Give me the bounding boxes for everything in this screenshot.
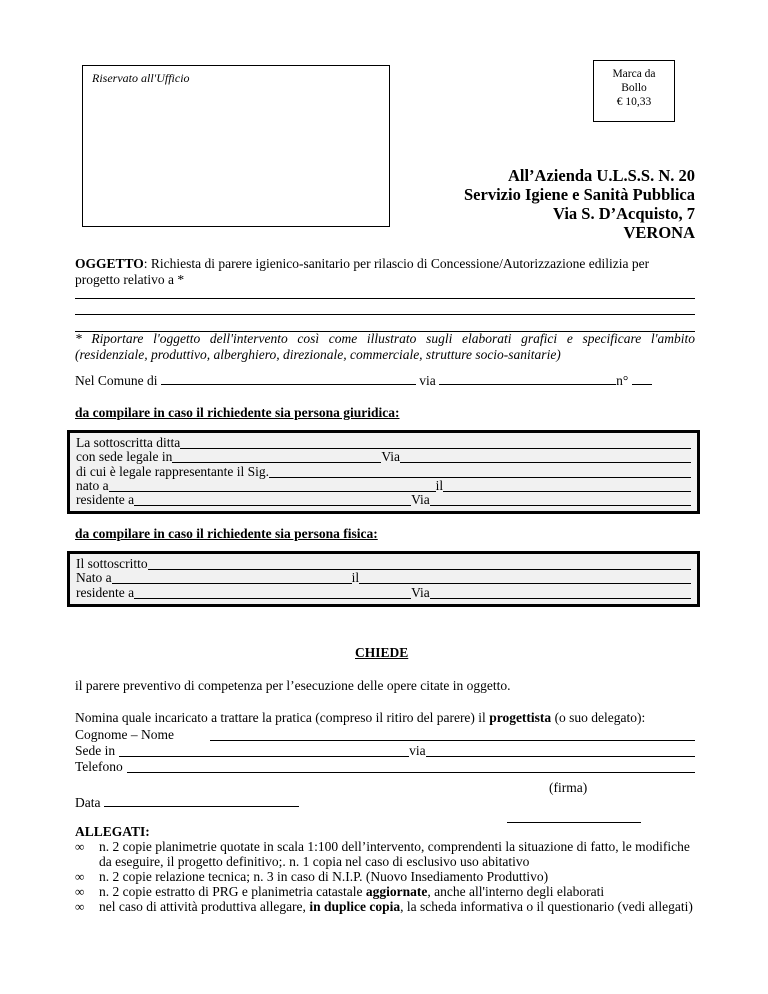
date-label: Data bbox=[75, 795, 101, 810]
legal-entity-box bbox=[67, 430, 700, 514]
natural-person-heading: da compilare in caso il richiedente sia persona fisica: bbox=[75, 526, 378, 541]
attachment-3a: n. 2 copie estratto di PRG e planimetria catastale bbox=[99, 884, 366, 899]
list-item bbox=[75, 839, 693, 869]
attachments-list bbox=[75, 839, 693, 914]
designer-name-label: Cognome – Nome bbox=[75, 727, 174, 742]
appointment-designer: progettista bbox=[489, 710, 552, 725]
recipient-address bbox=[464, 166, 695, 242]
request-title: CHIEDE bbox=[355, 645, 409, 660]
municipality-via-label: via bbox=[419, 373, 436, 388]
rep-birthdate-field[interactable] bbox=[443, 480, 691, 492]
company-label: La sottoscritta ditta bbox=[76, 435, 181, 451]
date-row bbox=[75, 794, 299, 811]
list-item bbox=[75, 899, 693, 914]
subject-note: * Riportare l'oggetto dell'intervento così come illustrato sugli elaborati grafici e specificare l'ambito (residenziale, produttivo, alberghiero, direzionale, commerciale, strutture socio-sanitarie) bbox=[75, 331, 695, 362]
registered-office-field[interactable] bbox=[172, 451, 381, 463]
rep-residence-field[interactable] bbox=[134, 494, 411, 506]
stamp-line-3: € 10,33 bbox=[616, 96, 652, 108]
municipality-field[interactable] bbox=[161, 372, 416, 385]
rep-residence-via-label: Via bbox=[411, 491, 430, 507]
office-reserved-label: Riservato all'Ufficio bbox=[92, 71, 190, 85]
municipality-street-field[interactable] bbox=[439, 372, 616, 385]
designer-fields bbox=[75, 726, 695, 774]
designer-office-field[interactable] bbox=[119, 745, 409, 757]
rep-birthplace-label: nato a bbox=[76, 477, 109, 493]
signature-line[interactable] bbox=[507, 822, 641, 823]
address-line-4: VERONA bbox=[623, 223, 695, 242]
undersigned-field[interactable] bbox=[148, 558, 691, 570]
subject-text-1: : Richiesta di parere igienico-sanitario per rilascio di Concessione/Autorizzazione edilizia per bbox=[143, 256, 650, 271]
request-text: il parere preventivo di competenza per l’esecuzione delle opere citate in oggetto. bbox=[75, 678, 511, 693]
address-line-1: All’Azienda U.L.S.S. N. 20 bbox=[507, 166, 695, 185]
designer-via-label: via bbox=[409, 743, 426, 758]
residence-via-label: Via bbox=[411, 584, 430, 600]
attachment-2: n. 2 copie relazione tecnica; n. 3 in caso di N.I.P. (Nuovo Insediamento Produttivo) bbox=[99, 869, 549, 884]
birthdate-field[interactable] bbox=[359, 572, 691, 584]
address-line-3: Via S. D’Acquisto, 7 bbox=[553, 204, 695, 223]
municipality-number-label: n° bbox=[616, 373, 629, 388]
designer-street-field[interactable] bbox=[426, 745, 695, 757]
birthplace-field[interactable] bbox=[112, 572, 352, 584]
attachment-4a: nel caso di attività produttiva allegare, bbox=[99, 899, 310, 914]
legal-entity-heading: da compilare in caso il richiedente sia persona giuridica: bbox=[75, 405, 400, 420]
residence-street-field[interactable] bbox=[430, 587, 691, 599]
undersigned-label: Il sottoscritto bbox=[76, 556, 148, 572]
stamp-line-2: Bollo bbox=[621, 82, 647, 94]
date-field[interactable] bbox=[104, 794, 299, 807]
birthdate-label: il bbox=[351, 570, 360, 586]
subject-paragraph bbox=[75, 256, 695, 288]
infinity-bullet-icon: ∞ bbox=[75, 869, 85, 884]
legal-rep-field[interactable] bbox=[269, 466, 691, 478]
infinity-bullet-icon: ∞ bbox=[75, 839, 85, 854]
attachment-1: n. 2 copie planimetrie quotate in scala 1:100 dell’intervento, comprendenti la situazione di fatto, le modifiche da eseguire, il progetto definitivo;. n. 1 copia nel caso di esclusivo uso abitativo bbox=[99, 839, 690, 869]
list-item bbox=[75, 869, 693, 884]
attachment-3b: , anche all'interno degli elaborati bbox=[427, 884, 605, 899]
appointment-text bbox=[75, 710, 695, 726]
signature-label: (firma) bbox=[549, 780, 588, 795]
attachment-4b: , la scheda informativa o il questionario (vedi allegati) bbox=[400, 899, 693, 914]
stamp-line-1: Marca da bbox=[612, 68, 656, 80]
rep-birthdate-label: il bbox=[435, 477, 444, 493]
address-line-2: Servizio Igiene e Sanità Pubblica bbox=[464, 185, 695, 204]
appointment-text-b: (o suo delegato): bbox=[551, 710, 646, 725]
designer-office-label: Sede in bbox=[75, 743, 116, 758]
birthplace-label: Nato a bbox=[76, 570, 112, 586]
infinity-bullet-icon: ∞ bbox=[75, 899, 85, 914]
municipality-row bbox=[75, 372, 652, 389]
attachment-4-bold: in duplice copia bbox=[309, 899, 401, 914]
rep-residence-street-field[interactable] bbox=[430, 494, 691, 506]
office-reserved-box bbox=[82, 65, 390, 227]
attachments-title: ALLEGATI: bbox=[75, 824, 150, 839]
company-field[interactable] bbox=[180, 437, 691, 449]
registered-office-via-label: Via bbox=[381, 449, 401, 465]
revenue-stamp-box bbox=[593, 60, 675, 122]
attachment-3-bold: aggiornate bbox=[365, 884, 428, 899]
list-item bbox=[75, 884, 693, 899]
designer-phone-field[interactable] bbox=[127, 761, 695, 773]
subject-line-1[interactable] bbox=[75, 298, 695, 299]
residence-field[interactable] bbox=[134, 587, 411, 599]
residence-label: residente a bbox=[76, 584, 135, 600]
municipality-number-field[interactable] bbox=[632, 372, 652, 385]
rep-residence-label: residente a bbox=[76, 491, 135, 507]
appointment-text-a: Nomina quale incaricato a trattare la pratica (compreso il ritiro del parere) il bbox=[75, 710, 490, 725]
natural-person-box bbox=[67, 551, 700, 607]
rep-birthplace-field[interactable] bbox=[109, 480, 436, 492]
legal-rep-label: di cui è legale rappresentante il Sig. bbox=[76, 463, 270, 479]
registered-office-street-field[interactable] bbox=[400, 451, 691, 463]
registered-office-label: con sede legale in bbox=[76, 449, 173, 465]
subject-text-2: progetto relativo a * bbox=[75, 272, 185, 287]
infinity-bullet-icon: ∞ bbox=[75, 884, 85, 899]
subject-label: OGGETTO bbox=[75, 256, 144, 271]
municipality-label: Nel Comune di bbox=[75, 373, 158, 388]
subject-line-2[interactable] bbox=[75, 314, 695, 315]
designer-name-field[interactable] bbox=[210, 729, 695, 741]
designer-phone-label: Telefono bbox=[75, 759, 123, 774]
